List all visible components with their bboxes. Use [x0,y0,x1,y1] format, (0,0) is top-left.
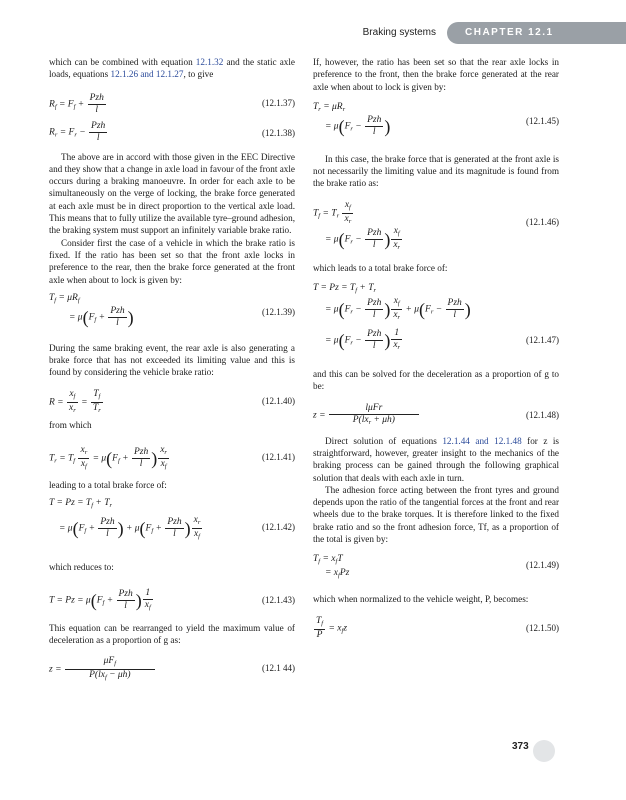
paragraph: Consider first the case of a vehicle in which the brake ratio is fixed. If the ratio has been set so that the front axle locks in preference to the rear, then the brake force generated at the front axle when about to lock is given by: [49,237,295,285]
equation-12-1-43: $T = Pz = \mu(F_f$ + $\frac{\text{Pzh}}{l}$ ) $\frac{1}{x_f}$ (12.1.43) [49,587,295,611]
equation-link[interactable]: 12.1.32 [195,57,224,67]
equation-12-1-41: $T_r = T_f$ $\frac{x_r}{x_f}$ = $\mu(F_f$ + $\frac{\text{Pzh}}{l}$ ) $\frac{x_r}{x_f}$ (12.1.41) [49,445,295,471]
paragraph: which reduces to: [49,562,114,573]
equation-12-1-37: $R_f = F_f$ + $\frac{\text{Pzh}}{l}$ (12.1.37) [49,92,295,115]
page-number: 373 [512,741,529,752]
paragraph: and this can be solved for the deceleration as a proportion of g to be: [313,369,559,392]
equation-12-1-44: z = $\frac{\mu F_f}{P(lx_f - \mu h)}$ (12.1 44) [49,656,295,682]
equation-link[interactable]: 12.1.26 and 12.1.27 [110,69,184,80]
equation-12-1-39: $T_f = \mu R_f$ = $\mu(F_f$ + $\frac{\text{Pzh}}{l}$ ) (12.1.39) [49,292,295,328]
paragraph: Direct solution of equations 12.1.44 and 12.1.48 for z is straightforward, however, greater insight to the mechanics of the braking process can be gained through the following graphical solution that deals with each axle in turn. [313,435,560,483]
running-header-section: Braking systems [362,27,436,38]
page-number-marker [533,740,555,762]
equation-link[interactable]: 12.1.44 and 12.1.48 [442,435,522,446]
equation-12-1-50: $\frac{T_f}{P}$ = $x_fz$ (12.1.50) [316,615,559,640]
paragraph: During the same braking event, the rear axle is also generating a brake force that has not exceeded its limiting value and this is found by considering the vehicle brake ratio: [49,342,295,378]
paragraph: If, however, the ratio has been set so that the rear axle locks in preference to the front, then the brake force generated at the rear axle when about to lock is given by: [313,57,559,92]
right-column [313,56,559,646]
paragraph: which leads to a total brake force of: [313,262,448,273]
left-column [49,56,295,688]
paragraph: This equation can be rearranged to yield the maximum value of deceleration as a proportion of g as: [49,622,295,645]
paragraph: which when normalized to the vehicle weight, P, becomes: [313,594,529,605]
equation-12-1-40: R = $\frac{x_f}{x_r}$ = $\frac{T_f}{T_r}$ (12.1.40) [49,388,295,414]
equation-12-1-49: $T_f = x_fT$ = $x_fPz$ (12.1.49) [313,554,559,580]
equation-12-1-45: $T_r = \mu R_r$ = $\mu(F_r$ − $\frac{\text{Pzh}}{l}$ ) (12.1.45) [313,101,559,137]
paragraph: leading to a total brake force of: [49,480,167,491]
chapter-label: CHAPTER 12.1 [465,27,554,38]
paragraph: In this case, the brake force that is generated at the front axle is not necessarily the limiting value and its magnitude is found from the brake ratio as: [313,153,559,189]
equation-12-1-38: $R_r = F_r$ − $\frac{\text{Pzh}}{l}$ (12.1.38) [49,120,295,143]
paragraph: which can be combined with equation 12.1.32 and the static axle loads, equations 12.1.26 and 12.1.27, to give [49,57,295,80]
equation-12-1-48: z = $\frac{\text{lμFr}}{P(lx_r + \mu h)}$ (12.1.48) [313,402,559,426]
paragraph: The adhesion force acting between the front tyres and ground depends upon the ratio of the tangential forces at the front and rear wheels due to the brake torques. It is therefore linked to the fixed brake ratio and so the front adhesion force, Tf, as a proportion of the total is given by: [313,484,559,545]
equation-12-1-46: $T_f = T_r$ $\frac{x_f}{x_r}$ = $\mu(F_r$ − $\frac{\text{Pzh}}{l}$ ) $\frac{x_f}{x_r}$ (12.1.46) [313,199,559,251]
equation-12-1-47: $T = Pz = T_f + T_r$ = $\mu(F_r$ − $\frac{\text{Pzh}}{l}$ ) $\frac{x_f}{x_r}$ + $\mu(F_r$ − $\frac{\text{Pzh}}{l}$ ) = $\mu(F_r$ − $\frac{\text{Pzh}}{l}$ ) $\frac{1}{x_r}$ (12.1.47) [313,283,559,352]
paragraph: from which [49,419,92,430]
equation-12-1-42: $T = Pz = T_f + T_r$ = $\mu(F_f$ + $\frac{\text{Pzh}}{l}$ ) + $\mu(F_f$ + $\frac{\text{Pzh}}{l}$ ) $\frac{x_r}{x_f}$ (12.1.42) [49,498,295,541]
paragraph: The above are in accord with those given in the EEC Directive and they show that a change in axle load in favour of the front axle occurs during a braking manoeuvre. In order for each axle to be simultaneously on the verge of locking, the brake force generated at each axle must be in direct proportion to the vertical axle load. This means that to fully utilize the available tyre–ground adhesion, the braking system must support an infinitely variable brake ratio. [49,151,295,236]
chapter-tab [447,22,626,44]
